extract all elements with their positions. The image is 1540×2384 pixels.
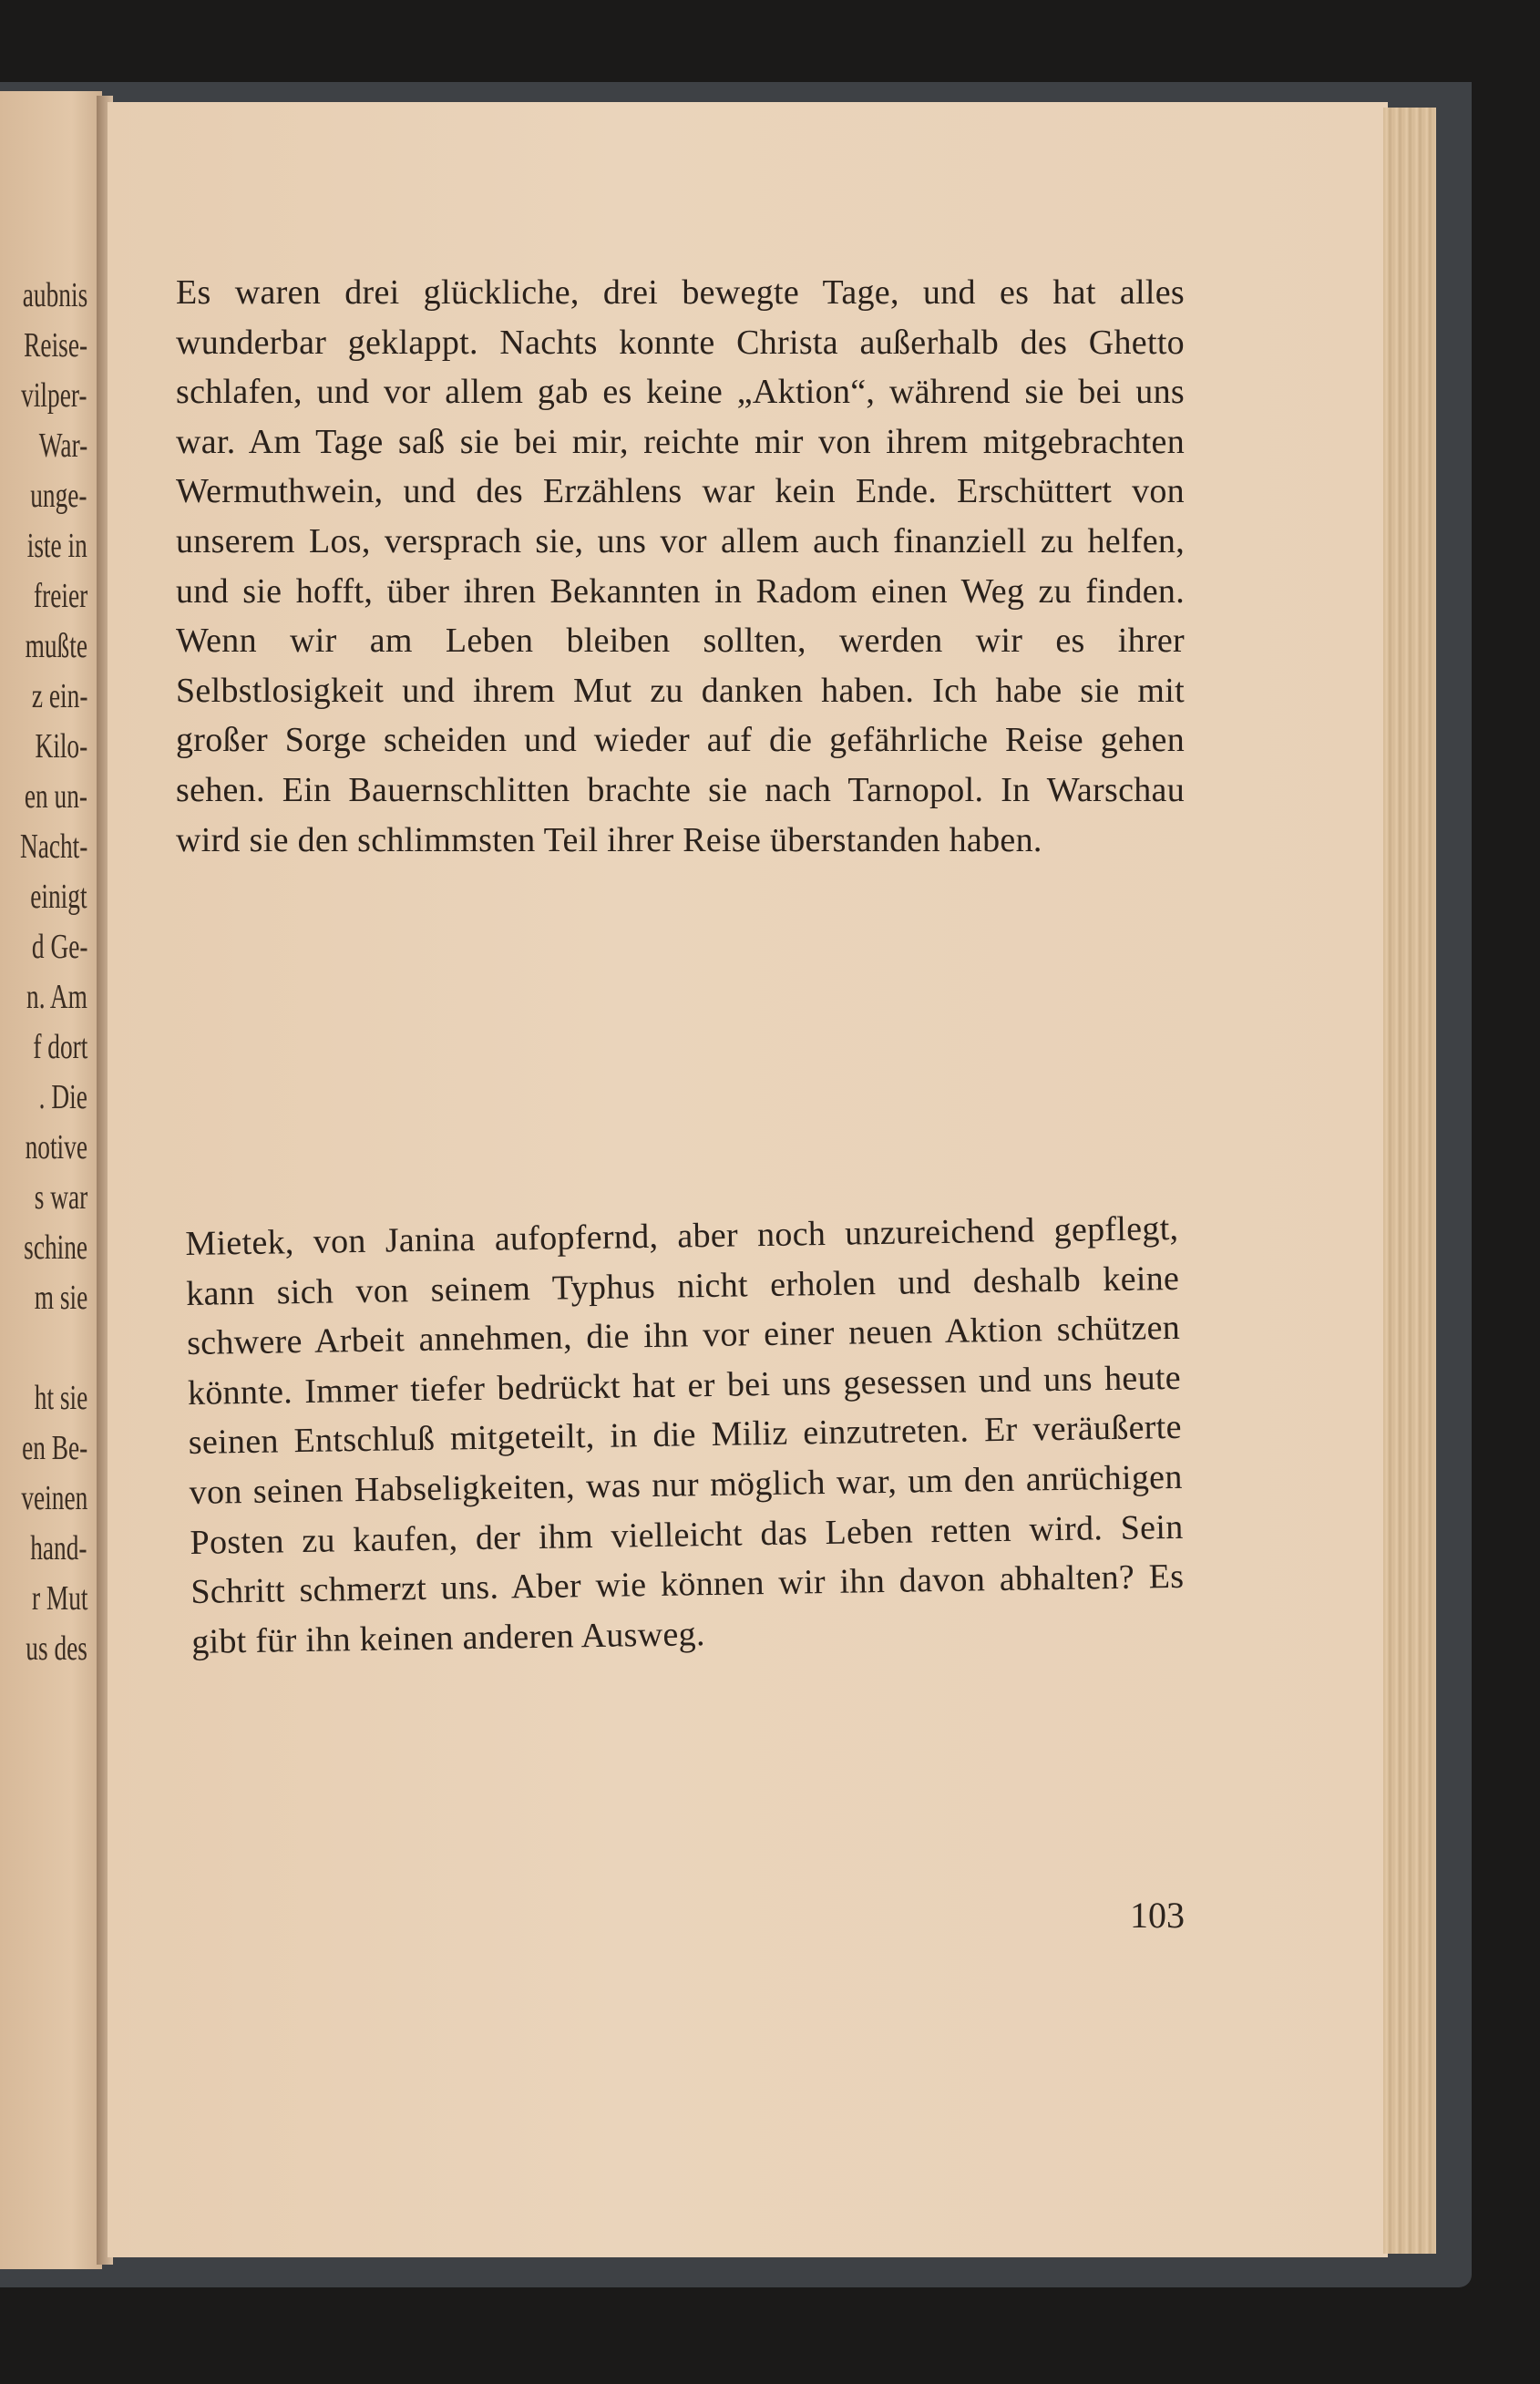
left-page-line: hand- xyxy=(30,1529,87,1567)
left-page-line: s war xyxy=(34,1178,87,1217)
left-page-line: freier xyxy=(33,577,87,615)
left-page-line: iste in xyxy=(26,527,87,565)
left-page-line: us des xyxy=(26,1629,87,1668)
left-page-line: f dort xyxy=(32,1028,87,1066)
left-page-line: einigt xyxy=(30,878,87,916)
left-page-line: veinen xyxy=(21,1479,87,1517)
paragraph-christa-visit: Es waren drei glückliche, drei bewegte Tage, und es hat alles wunderbar geklappt. Nachts konnte Christa außerhalb des Ghetto schlafen, und vor allem gab es keine „Aktion“, während sie bei uns war. Am Tage saß sie bei mir, reichte mir von ihrem mitgebrachten Wermuthwein, und des Erzählens war kein Ende. Erschüttert von unserem Los, versprach sie, uns vor allem auch finanziell zu helfen, und sie hofft, über ihren Bekannten in Radom einen Weg zu finden. Wenn wir am Leben bleiben sollten, werden wir es ihrer Selbstlosigkeit und ihrem Mut zu danken haben. Ich habe sie mit großer Sorge scheiden und wieder auf die gefährliche Reise gehen sehen. Ein Bauernschlitten brachte sie nach Tarnopol. In Warschau wird sie den schlimmsten Teil ihrer Reise überstanden haben. xyxy=(176,273,1185,859)
left-page-line: unge- xyxy=(30,477,87,515)
left-page-line: en un- xyxy=(24,777,87,816)
left-page-line: m sie xyxy=(34,1279,87,1317)
left-page-line: mußte xyxy=(25,627,87,665)
left-page-line: schine xyxy=(24,1228,87,1267)
left-page-line: r Mut xyxy=(31,1579,87,1618)
left-page-fragment xyxy=(0,91,102,2269)
left-page-line: War- xyxy=(38,426,87,465)
left-page-line: en Be- xyxy=(21,1429,87,1467)
left-page-line: n. Am xyxy=(26,978,87,1016)
left-page-line: z ein- xyxy=(31,677,87,715)
left-page-line: ht sie xyxy=(34,1379,87,1417)
left-page-line: notive xyxy=(25,1128,87,1166)
paragraph-mietek: Mietek, von Janina aufopfernd, aber noch unzureichend gepflegt, kann sich von seinem Typhus nicht erholen und deshalb keine schwere Arbeit annehmen, die ihn vor einer neuen Aktion schützen könnte. Immer tiefer bedrückt hat er bei uns gesessen und uns heute seinen Entschluß mitgeteilt, in die Miliz einzutreten. Er veräußerte von seinen Habseligkeiten, was nur möglich war, um den anrüchigen Posten zu kaufen, der ihm vielleicht das Leben retten wird. Sein Schritt schmerzt uns. Aber wie können wir ihn davon abhalten? Es gibt für ihn keinen anderen Ausweg. xyxy=(185,1208,1185,1661)
left-page-line: Nacht- xyxy=(19,827,87,866)
left-page-line: vilper- xyxy=(21,376,87,415)
left-page-line: . Die xyxy=(38,1078,87,1116)
left-page-line: d Ge- xyxy=(31,928,87,966)
left-page-line: Reise- xyxy=(24,326,87,365)
page-number: 103 xyxy=(1130,1895,1185,1936)
left-page-line: aubnis xyxy=(22,276,87,314)
page-edges xyxy=(1383,108,1436,2254)
left-page-line: Kilo- xyxy=(35,727,87,766)
